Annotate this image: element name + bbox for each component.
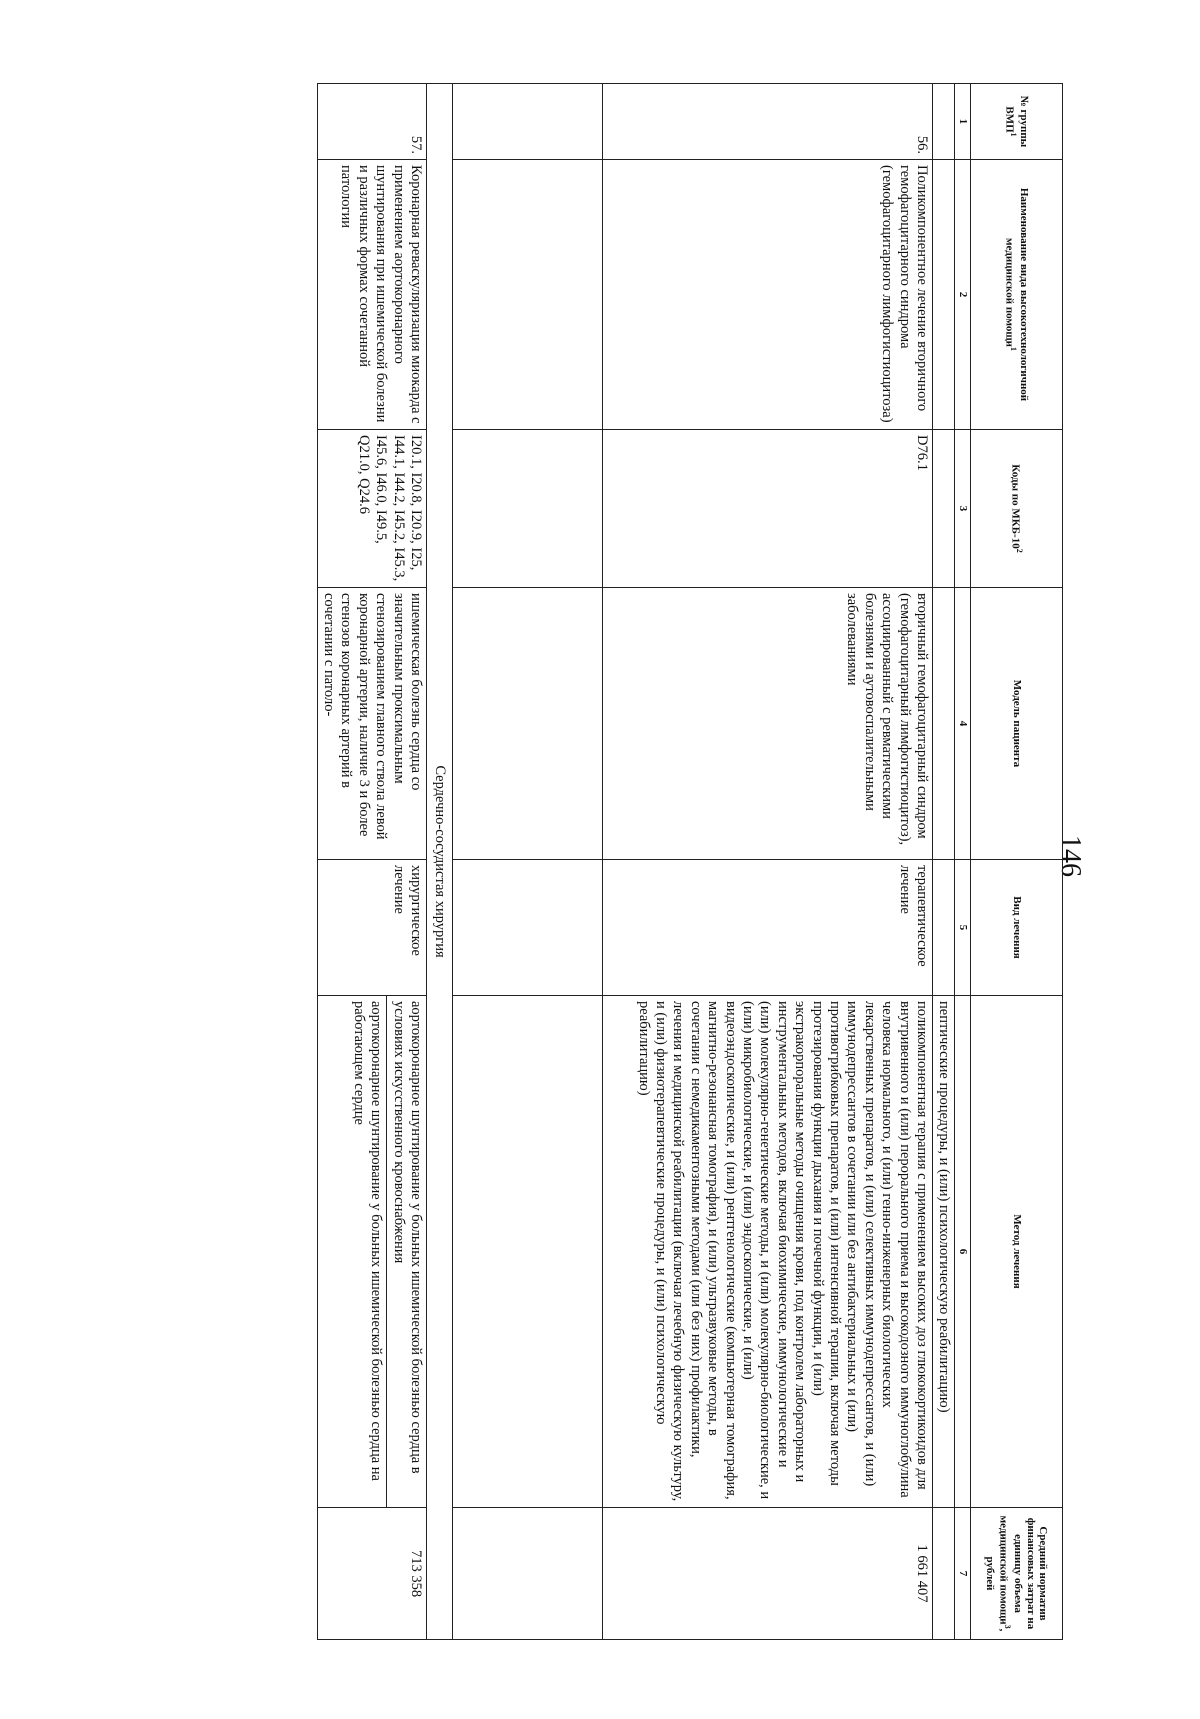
carryover-method-text: пептические процедуры, и (или) психологическую реабилитацию) [932,996,954,1508]
vmp-table [317,83,1063,1640]
header-treatment-method: Метод лечения [971,996,1063,1508]
average-cost: 1 661 407 [602,1508,932,1640]
table-row-empty [452,84,602,1640]
group-number: 56. [602,84,932,160]
column-numbers-row [955,84,971,1640]
column-number: 6 [955,996,971,1508]
group-number: 57. [317,84,426,160]
column-number: 4 [955,588,971,860]
treatment-method: аортокоронарное шунтирование у больных ишемической болезнью сердца на работающем сердце [350,1001,385,1481]
treatment-type: хирургическое лечение [317,860,426,996]
header-vmp-name: Наименование вида высокотехнологичной медицинской помощи$^1$ [971,160,1063,430]
column-number: 1 [955,84,971,160]
column-number: 5 [955,860,971,996]
header-group-number: № группы ВМП$^1$ [971,84,1063,160]
icd-codes: D76.1 [602,430,932,588]
icd-codes: I20.1, I20.8, I20.9, I25, I44.1, I44.2, I45.2, I45.3, I45.6, I46.0, I49.5, Q21.0, Q24.6 [317,430,426,588]
page-number: 146 [1055,835,1086,877]
header-icd-codes: Коды по МКБ-$10^2$ [971,430,1063,588]
treatment-method: аортокоронарное шунтирование у больных ишемической болезнью сердца в условиях искусственного кровоснабжения [386,996,426,1507]
treatment-method-cell [317,996,426,1508]
table-header-row [971,84,1063,1640]
header-treatment-type: Вид лечения [971,860,1063,996]
column-number: 2 [955,160,971,430]
column-number: 7 [955,1508,971,1640]
column-number: 3 [955,430,971,588]
treatment-type: терапевтическое лечение [602,860,932,996]
vmp-name: Поликомпонентное лечение вторичного гемофагоцитарного синдрома (гемофагоцитарного лимфогистиоцитоза) [602,160,932,430]
section-row [426,84,452,1640]
average-cost: 713 358 [317,1508,426,1640]
header-average-cost: Средний норматив финансовых затрат на единицу объема медицинской помощи$^3$, рублей [971,1508,1063,1640]
header-patient-model: Модель пациента [971,588,1063,860]
table-row-56 [602,84,932,1640]
patient-model: ишемическая болезнь сердца со значительным проксимальным стенозированием главного ствола левой коронарной артерии, наличие 3 и более стенозов коронарных артерий в сочетании с патоло- [317,588,426,860]
treatment-method: поликомпонентная терапия с применением высоких доз глюкокортикоидов для внутривенного и (или) перорального приема и высокодозного иммуноглобулина человека нормального, и (или) генно-инженерных биологических лекарственных препаратов, и (или) селективных иммунодепрессантов, и (или) иммунодепрессантов в сочетании или без антибактериальных и (или) противогрибковых препаратов, и (или) интенсивной терапии, включая методы протезирования функции дыхания и почечной функции, и (или) экстракорпоральные методы очищения крови, под контролем лабораторных и инструментальных методов, включая биохимические, иммунологические и (или) молекулярно-генетические методы, и (или) молекулярно-биологические, и (или) микробиологические, и (или) эндоскопические, и (или) видеоэндоскопические, и (или) рентгенологические (компьютерная томография, магнитно-резонансная томография), и (или) ультразвуковые методы, в сочетании с немедикаментозными методами (или без них) профилактики, лечения и медицинской реабилитации (включая лечебную физическую культуру, и (или) физиотерапевтические процедуры, и (или) психологическую реабилитацию) [602,996,932,1508]
table-row-57 [317,84,426,1640]
rotated-table-container [115,83,1063,1639]
patient-model: вторичный гемофагоцитарный синдром (гемофагоцитарный лимфогистиоцитоз), ассоциированный с ревматическими болезнями и аутовоспалительными заболеваниями [602,588,932,860]
vmp-name: Коронарная реваскуляризация миокарда с применением аортокоронарного шунтирования при ишемической болезни и различных формах сочетанной патологии [317,160,426,430]
section-title: Сердечно-сосудистая хирургия [426,84,452,1640]
table-row-carryover [932,84,954,1640]
